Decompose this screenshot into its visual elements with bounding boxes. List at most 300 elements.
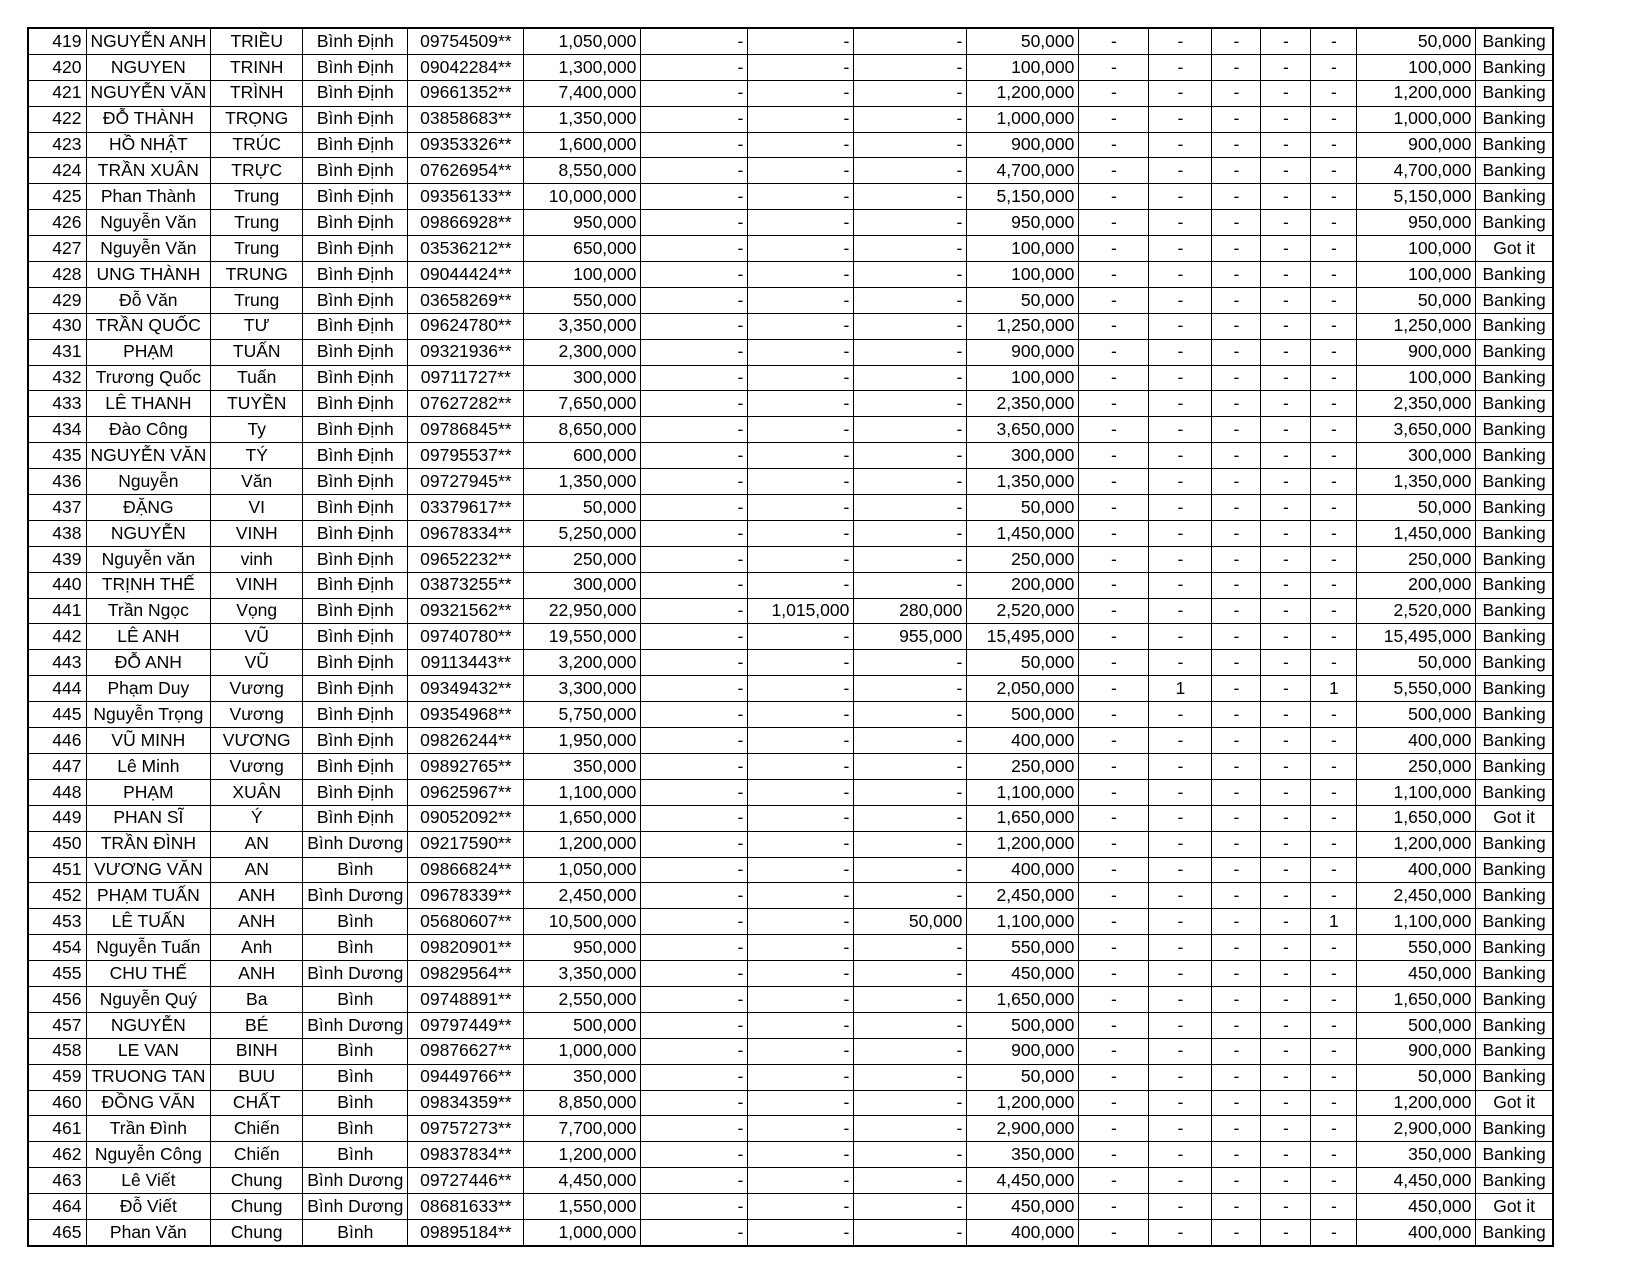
cell-paid-amount: 100,000 <box>967 54 1079 80</box>
cell-method: Banking <box>1476 909 1553 935</box>
cell-final-amount: 500,000 <box>1357 1012 1476 1038</box>
cell-total-amount: 7,650,000 <box>524 391 641 417</box>
cell-flag-2: - <box>1149 1116 1212 1142</box>
cell-final-amount: 1,250,000 <box>1357 313 1476 339</box>
cell-phone: 09727945** <box>408 469 524 495</box>
cell-flag-3: - <box>1212 417 1261 443</box>
cell-flag-2: - <box>1149 961 1212 987</box>
cell-province: Bình <box>303 1090 408 1116</box>
cell-total-amount: 600,000 <box>524 443 641 469</box>
cell-flag-1: - <box>1079 598 1149 624</box>
cell-phone: 09678334** <box>408 520 524 546</box>
cell-col-b: - <box>748 935 854 961</box>
cell-last-name: TRẦN XUÂN <box>86 158 211 184</box>
cell-row-number: 456 <box>28 986 86 1012</box>
cell-province: Bình Dương <box>303 1194 408 1220</box>
cell-col-b: - <box>748 80 854 106</box>
cell-total-amount: 22,950,000 <box>524 598 641 624</box>
cell-col-c: - <box>854 779 967 805</box>
cell-first-name: Văn <box>211 469 303 495</box>
cell-province: Bình <box>303 1116 408 1142</box>
cell-col-c: - <box>854 28 967 54</box>
cell-phone: 09795537** <box>408 443 524 469</box>
cell-paid-amount: 500,000 <box>967 702 1079 728</box>
cell-province: Bình Định <box>303 236 408 262</box>
cell-flag-1: - <box>1079 728 1149 754</box>
cell-row-number: 451 <box>28 857 86 883</box>
table-row <box>28 1012 1553 1038</box>
cell-paid-amount: 400,000 <box>967 857 1079 883</box>
cell-flag-1: - <box>1079 158 1149 184</box>
cell-col-c: - <box>854 935 967 961</box>
cell-col-c: - <box>854 857 967 883</box>
cell-final-amount: 400,000 <box>1357 728 1476 754</box>
cell-col-b: - <box>748 986 854 1012</box>
cell-paid-amount: 1,100,000 <box>967 909 1079 935</box>
cell-col-a: - <box>641 262 748 288</box>
cell-col-a: - <box>641 417 748 443</box>
cell-col-b: - <box>748 1219 854 1245</box>
cell-flag-5: - <box>1311 262 1357 288</box>
cell-col-b: - <box>748 339 854 365</box>
cell-col-b: - <box>748 1090 854 1116</box>
cell-first-name: ANH <box>211 883 303 909</box>
cell-flag-4: - <box>1261 339 1311 365</box>
cell-method: Banking <box>1476 1012 1553 1038</box>
cell-row-number: 429 <box>28 287 86 313</box>
cell-flag-1: - <box>1079 702 1149 728</box>
cell-last-name: TRỊNH THẾ <box>86 572 211 598</box>
cell-paid-amount: 50,000 <box>967 1064 1079 1090</box>
cell-flag-3: - <box>1212 779 1261 805</box>
table-row <box>28 28 1553 54</box>
cell-phone: 09837834** <box>408 1142 524 1168</box>
cell-flag-5: - <box>1311 313 1357 339</box>
cell-col-b: - <box>748 495 854 521</box>
table-row <box>28 650 1553 676</box>
cell-col-a: - <box>641 287 748 313</box>
cell-first-name: ANH <box>211 909 303 935</box>
cell-flag-5: - <box>1311 1142 1357 1168</box>
cell-flag-4: - <box>1261 443 1311 469</box>
cell-last-name: NGUYỄN VĂN <box>86 443 211 469</box>
cell-method: Banking <box>1476 339 1553 365</box>
table-row <box>28 935 1553 961</box>
cell-flag-5: - <box>1311 391 1357 417</box>
cell-last-name: Nguyễn <box>86 469 211 495</box>
cell-last-name: Trần Ngọc <box>86 598 211 624</box>
cell-phone: 09797449** <box>408 1012 524 1038</box>
cell-flag-4: - <box>1261 54 1311 80</box>
cell-first-name: Chung <box>211 1219 303 1245</box>
cell-province: Bình Dương <box>303 883 408 909</box>
cell-flag-3: - <box>1212 624 1261 650</box>
cell-col-b: - <box>748 546 854 572</box>
cell-paid-amount: 2,450,000 <box>967 883 1079 909</box>
cell-col-b: - <box>748 1142 854 1168</box>
cell-phone: 09353326** <box>408 132 524 158</box>
cell-col-a: - <box>641 598 748 624</box>
cell-flag-1: - <box>1079 572 1149 598</box>
cell-flag-1: - <box>1079 520 1149 546</box>
cell-flag-5: - <box>1311 339 1357 365</box>
cell-method: Banking <box>1476 753 1553 779</box>
cell-flag-4: - <box>1261 676 1311 702</box>
cell-col-a: - <box>641 236 748 262</box>
cell-paid-amount: 50,000 <box>967 650 1079 676</box>
cell-last-name: ĐỒNG VĂN <box>86 1090 211 1116</box>
cell-province: Bình Định <box>303 779 408 805</box>
cell-last-name: Nguyễn Quý <box>86 986 211 1012</box>
cell-province: Bình Định <box>303 495 408 521</box>
cell-last-name: PHẠM <box>86 779 211 805</box>
cell-method: Banking <box>1476 1219 1553 1245</box>
cell-col-c: - <box>854 728 967 754</box>
cell-flag-3: - <box>1212 210 1261 236</box>
cell-flag-2: - <box>1149 54 1212 80</box>
cell-flag-1: - <box>1079 1142 1149 1168</box>
cell-paid-amount: 2,050,000 <box>967 676 1079 702</box>
cell-flag-1: - <box>1079 1012 1149 1038</box>
cell-row-number: 446 <box>28 728 86 754</box>
table-row <box>28 753 1553 779</box>
cell-total-amount: 1,550,000 <box>524 1194 641 1220</box>
cell-final-amount: 950,000 <box>1357 210 1476 236</box>
cell-flag-3: - <box>1212 1116 1261 1142</box>
cell-col-a: - <box>641 572 748 598</box>
cell-flag-5: - <box>1311 1168 1357 1194</box>
cell-flag-1: - <box>1079 1090 1149 1116</box>
cell-row-number: 455 <box>28 961 86 987</box>
table-row <box>28 520 1553 546</box>
cell-col-c: 955,000 <box>854 624 967 650</box>
cell-flag-3: - <box>1212 702 1261 728</box>
cell-first-name: Trung <box>211 210 303 236</box>
cell-flag-4: - <box>1261 520 1311 546</box>
cell-first-name: Ty <box>211 417 303 443</box>
cell-flag-1: - <box>1079 857 1149 883</box>
cell-row-number: 425 <box>28 184 86 210</box>
cell-col-c: - <box>854 54 967 80</box>
cell-last-name: HỒ NHẬT <box>86 132 211 158</box>
cell-province: Bình Định <box>303 28 408 54</box>
cell-total-amount: 19,550,000 <box>524 624 641 650</box>
cell-col-c: - <box>854 184 967 210</box>
cell-method: Banking <box>1476 572 1553 598</box>
cell-phone: 09356133** <box>408 184 524 210</box>
cell-col-b: - <box>748 417 854 443</box>
table-row <box>28 831 1553 857</box>
cell-flag-2: - <box>1149 935 1212 961</box>
cell-total-amount: 100,000 <box>524 262 641 288</box>
cell-flag-3: - <box>1212 753 1261 779</box>
cell-col-a: - <box>641 1090 748 1116</box>
cell-first-name: BUU <box>211 1064 303 1090</box>
cell-last-name: Phạm Duy <box>86 676 211 702</box>
cell-last-name: Lê Viết <box>86 1168 211 1194</box>
cell-method: Banking <box>1476 495 1553 521</box>
cell-flag-2: - <box>1149 158 1212 184</box>
cell-col-b: - <box>748 313 854 339</box>
cell-phone: 07627282** <box>408 391 524 417</box>
cell-flag-3: - <box>1212 831 1261 857</box>
cell-col-a: - <box>641 184 748 210</box>
cell-phone: 09786845** <box>408 417 524 443</box>
cell-last-name: Trần Đình <box>86 1116 211 1142</box>
cell-flag-4: - <box>1261 572 1311 598</box>
cell-phone: 03536212** <box>408 236 524 262</box>
table-row <box>28 676 1553 702</box>
cell-province: Bình Định <box>303 262 408 288</box>
cell-total-amount: 7,400,000 <box>524 80 641 106</box>
cell-col-b: - <box>748 728 854 754</box>
cell-final-amount: 1,650,000 <box>1357 986 1476 1012</box>
cell-method: Got it <box>1476 805 1553 831</box>
cell-col-b: - <box>748 909 854 935</box>
cell-col-a: - <box>641 391 748 417</box>
cell-method: Banking <box>1476 1168 1553 1194</box>
table-row <box>28 1064 1553 1090</box>
cell-col-a: - <box>641 650 748 676</box>
cell-first-name: TÝ <box>211 443 303 469</box>
cell-method: Banking <box>1476 28 1553 54</box>
cell-final-amount: 100,000 <box>1357 365 1476 391</box>
cell-paid-amount: 2,900,000 <box>967 1116 1079 1142</box>
cell-flag-5: - <box>1311 210 1357 236</box>
cell-flag-4: - <box>1261 287 1311 313</box>
cell-flag-3: - <box>1212 650 1261 676</box>
cell-province: Bình <box>303 1142 408 1168</box>
cell-final-amount: 1,000,000 <box>1357 106 1476 132</box>
cell-flag-5: - <box>1311 572 1357 598</box>
table-row <box>28 287 1553 313</box>
cell-flag-2: - <box>1149 753 1212 779</box>
cell-method: Banking <box>1476 106 1553 132</box>
cell-paid-amount: 450,000 <box>967 1194 1079 1220</box>
cell-flag-2: - <box>1149 469 1212 495</box>
cell-row-number: 462 <box>28 1142 86 1168</box>
cell-col-c: - <box>854 443 967 469</box>
cell-last-name: Nguyễn Tuấn <box>86 935 211 961</box>
table-row <box>28 210 1553 236</box>
cell-flag-4: - <box>1261 184 1311 210</box>
cell-last-name: TRẦN QUỐC <box>86 313 211 339</box>
table-row <box>28 1194 1553 1220</box>
cell-flag-2: - <box>1149 80 1212 106</box>
cell-col-c: 50,000 <box>854 909 967 935</box>
cell-total-amount: 1,100,000 <box>524 779 641 805</box>
cell-flag-3: - <box>1212 986 1261 1012</box>
cell-last-name: ĐỖ ANH <box>86 650 211 676</box>
cell-flag-5: 1 <box>1311 909 1357 935</box>
cell-flag-3: - <box>1212 339 1261 365</box>
cell-last-name: VƯƠNG VĂN <box>86 857 211 883</box>
cell-flag-3: - <box>1212 262 1261 288</box>
cell-first-name: TRUNG <box>211 262 303 288</box>
cell-flag-3: - <box>1212 1064 1261 1090</box>
table-row <box>28 1142 1553 1168</box>
cell-flag-4: - <box>1261 598 1311 624</box>
cell-last-name: Lê Minh <box>86 753 211 779</box>
cell-phone: 09321562** <box>408 598 524 624</box>
cell-final-amount: 1,100,000 <box>1357 779 1476 805</box>
cell-total-amount: 1,350,000 <box>524 469 641 495</box>
cell-paid-amount: 1,250,000 <box>967 313 1079 339</box>
cell-flag-2: - <box>1149 495 1212 521</box>
cell-province: Bình Định <box>303 132 408 158</box>
cell-last-name: NGUYỄN ANH <box>86 28 211 54</box>
cell-row-number: 431 <box>28 339 86 365</box>
cell-last-name: Đỗ Văn <box>86 287 211 313</box>
cell-col-b: - <box>748 1012 854 1038</box>
cell-method: Banking <box>1476 365 1553 391</box>
cell-flag-1: - <box>1079 909 1149 935</box>
cell-total-amount: 1,300,000 <box>524 54 641 80</box>
cell-col-a: - <box>641 28 748 54</box>
cell-flag-4: - <box>1261 702 1311 728</box>
cell-row-number: 448 <box>28 779 86 805</box>
cell-flag-5: - <box>1311 236 1357 262</box>
cell-paid-amount: 100,000 <box>967 236 1079 262</box>
cell-first-name: Ý <box>211 805 303 831</box>
cell-province: Bình Định <box>303 624 408 650</box>
cell-paid-amount: 900,000 <box>967 339 1079 365</box>
cell-col-b: - <box>748 106 854 132</box>
cell-flag-4: - <box>1261 1012 1311 1038</box>
cell-paid-amount: 5,150,000 <box>967 184 1079 210</box>
cell-row-number: 454 <box>28 935 86 961</box>
cell-method: Banking <box>1476 417 1553 443</box>
cell-method: Banking <box>1476 287 1553 313</box>
cell-method: Banking <box>1476 986 1553 1012</box>
cell-final-amount: 100,000 <box>1357 262 1476 288</box>
cell-final-amount: 4,450,000 <box>1357 1168 1476 1194</box>
cell-row-number: 458 <box>28 1038 86 1064</box>
cell-flag-3: - <box>1212 805 1261 831</box>
cell-final-amount: 2,450,000 <box>1357 883 1476 909</box>
cell-final-amount: 50,000 <box>1357 495 1476 521</box>
cell-row-number: 421 <box>28 80 86 106</box>
cell-first-name: TRỌNG <box>211 106 303 132</box>
cell-col-c: - <box>854 365 967 391</box>
cell-province: Bình Định <box>303 469 408 495</box>
table-row <box>28 883 1553 909</box>
cell-col-b: - <box>748 1194 854 1220</box>
cell-first-name: TRÌNH <box>211 80 303 106</box>
cell-flag-5: - <box>1311 158 1357 184</box>
cell-col-a: - <box>641 1142 748 1168</box>
cell-final-amount: 1,450,000 <box>1357 520 1476 546</box>
cell-flag-1: - <box>1079 1168 1149 1194</box>
cell-flag-5: - <box>1311 1116 1357 1142</box>
cell-flag-5: - <box>1311 779 1357 805</box>
cell-final-amount: 1,350,000 <box>1357 469 1476 495</box>
cell-flag-4: - <box>1261 935 1311 961</box>
cell-col-a: - <box>641 831 748 857</box>
cell-flag-1: - <box>1079 546 1149 572</box>
cell-phone: 09217590** <box>408 831 524 857</box>
cell-total-amount: 2,300,000 <box>524 339 641 365</box>
cell-paid-amount: 900,000 <box>967 1038 1079 1064</box>
cell-flag-4: - <box>1261 753 1311 779</box>
cell-col-c: - <box>854 469 967 495</box>
cell-total-amount: 3,350,000 <box>524 313 641 339</box>
cell-final-amount: 50,000 <box>1357 28 1476 54</box>
cell-flag-3: - <box>1212 520 1261 546</box>
cell-flag-2: - <box>1149 572 1212 598</box>
cell-first-name: Vương <box>211 676 303 702</box>
cell-paid-amount: 500,000 <box>967 1012 1079 1038</box>
cell-col-b: - <box>748 650 854 676</box>
cell-last-name: NGUYỄN VĂN <box>86 80 211 106</box>
cell-last-name: LE VAN <box>86 1038 211 1064</box>
cell-col-c: - <box>854 520 967 546</box>
cell-province: Bình Định <box>303 650 408 676</box>
cell-phone: 09044424** <box>408 262 524 288</box>
cell-col-a: - <box>641 986 748 1012</box>
cell-flag-5: - <box>1311 986 1357 1012</box>
cell-flag-2: - <box>1149 1142 1212 1168</box>
cell-phone: 03658269** <box>408 287 524 313</box>
cell-flag-4: - <box>1261 132 1311 158</box>
cell-flag-5: - <box>1311 443 1357 469</box>
cell-flag-5: - <box>1311 469 1357 495</box>
cell-final-amount: 900,000 <box>1357 132 1476 158</box>
cell-last-name: Phan Thành <box>86 184 211 210</box>
cell-province: Bình Định <box>303 417 408 443</box>
cell-first-name: VI <box>211 495 303 521</box>
cell-phone: 09727446** <box>408 1168 524 1194</box>
cell-last-name: CHU THẾ <box>86 961 211 987</box>
cell-col-b: - <box>748 236 854 262</box>
cell-paid-amount: 200,000 <box>967 572 1079 598</box>
cell-col-a: - <box>641 702 748 728</box>
cell-flag-1: - <box>1079 54 1149 80</box>
cell-col-a: - <box>641 753 748 779</box>
cell-last-name: ĐỖ THÀNH <box>86 106 211 132</box>
cell-col-a: - <box>641 1168 748 1194</box>
cell-final-amount: 1,100,000 <box>1357 909 1476 935</box>
cell-province: Bình Định <box>303 391 408 417</box>
cell-method: Banking <box>1476 1116 1553 1142</box>
cell-flag-2: 1 <box>1149 676 1212 702</box>
cell-col-c: - <box>854 1064 967 1090</box>
cell-province: Bình Định <box>303 728 408 754</box>
cell-paid-amount: 100,000 <box>967 262 1079 288</box>
cell-total-amount: 7,700,000 <box>524 1116 641 1142</box>
cell-method: Banking <box>1476 391 1553 417</box>
data-table <box>27 27 1554 1247</box>
cell-col-b: - <box>748 676 854 702</box>
cell-flag-1: - <box>1079 417 1149 443</box>
cell-province: Bình Định <box>303 80 408 106</box>
cell-paid-amount: 1,350,000 <box>967 469 1079 495</box>
cell-last-name: TRUONG TAN <box>86 1064 211 1090</box>
cell-flag-5: 1 <box>1311 676 1357 702</box>
cell-flag-3: - <box>1212 1219 1261 1245</box>
cell-flag-5: - <box>1311 857 1357 883</box>
cell-paid-amount: 4,450,000 <box>967 1168 1079 1194</box>
cell-col-a: - <box>641 313 748 339</box>
cell-flag-3: - <box>1212 106 1261 132</box>
cell-final-amount: 1,650,000 <box>1357 805 1476 831</box>
cell-last-name: Đỗ Viết <box>86 1194 211 1220</box>
table-row <box>28 184 1553 210</box>
cell-method: Banking <box>1476 80 1553 106</box>
cell-col-b: - <box>748 857 854 883</box>
cell-paid-amount: 15,495,000 <box>967 624 1079 650</box>
cell-col-a: - <box>641 1012 748 1038</box>
